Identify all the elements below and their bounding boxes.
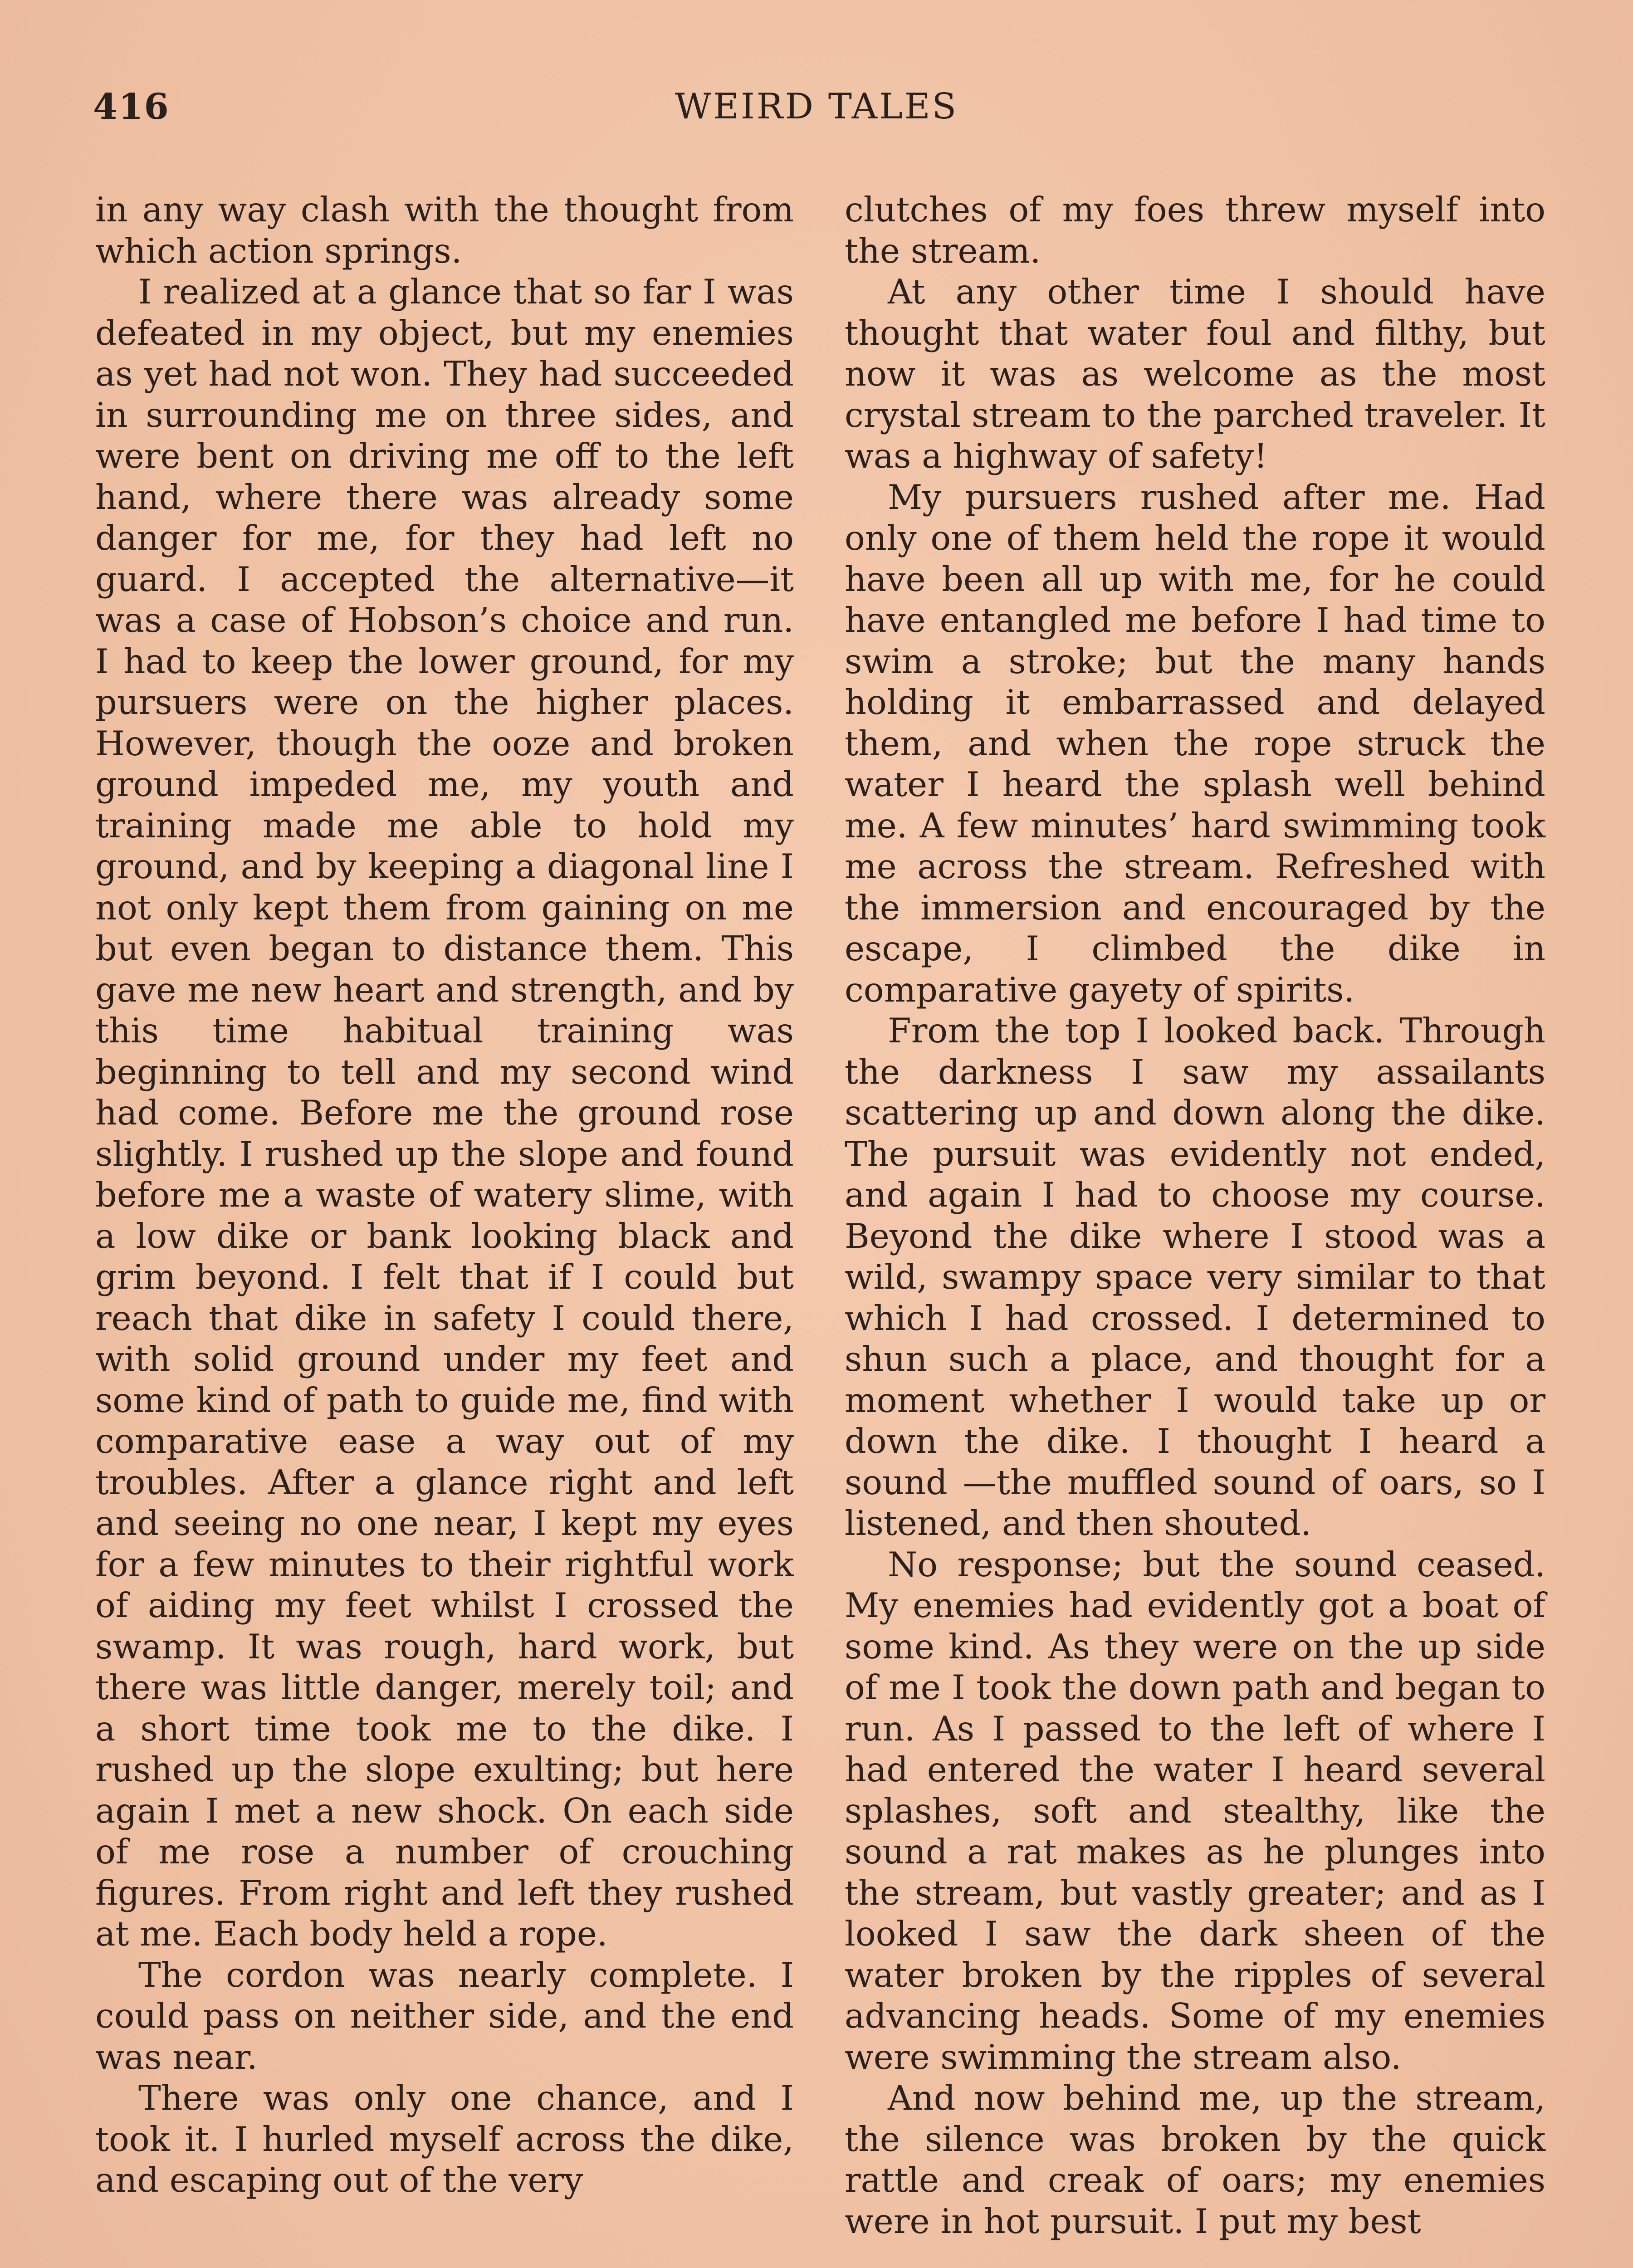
paragraph: clutches of my foes threw myself into the stream.	[845, 190, 1545, 271]
page-number: 416	[93, 86, 170, 127]
paragraph: The cordon was nearly complete. I could pass on neither side, and the end was near.	[95, 1955, 794, 2077]
right-column	[845, 190, 1545, 2242]
paragraph: And now behind me, up the stream, the silence was broken by the quick rattle and creak of oars; my enemies were in hot pursuit. I put my best	[845, 2078, 1545, 2241]
paragraph: From the top I looked back. Through the darkness I saw my assailants scattering up and down along the dike. The pursuit was evidently not ended, and again I had to choose my course. Beyond the dike where I stood was a wild, swampy space very similar to that which I had crossed. I determined to shun such a place, and thought for a moment whether I would take up or down the dike. I thought I heard a sound —the muffled sound of oars, so I listened, and then shouted.	[845, 1011, 1545, 1543]
paragraph: There was only one chance, and I took it. I hurled myself across the dike, and escaping out of the very	[95, 2078, 794, 2200]
paragraph: No response; but the sound ceased. My enemies had evidently got a boat of some kind. As they were on the up side of me I took the down path and began to run. As I passed to the left of where I had entered the water I heard several splashes, soft and stealthy, like the sound a rat makes as he plunges into the stream, but vastly greater; and as I looked I saw the dark sheen of the water broken by the ripples of several advancing heads. Some of my enemies were swimming the stream also.	[845, 1545, 1545, 2077]
paragraph: I realized at a glance that so far I was defeated in my object, but my enemies as yet had not won. They had succeeded in surrounding me on three sides, and were bent on driving me off to the left hand, where there was already some danger for me, for they had left no guard. I accepted the alternative—it was a case of Hobson’s choice and run. I had to keep the lower ground, for my pursuers were on the higher places. However, though the ooze and broken ground impeded me, my youth and training made me able to hold my ground, and by keeping a diagonal line I not only kept them from gaining on me but even began to distance them. This gave me new heart and strength, and by this time habitual training was beginning to tell and my second wind had come. Before me the ground rose slightly. I rushed up the slope and found before me a waste of watery slime, with a low dike or bank looking black and grim beyond. I felt that if I could but reach that dike in safety I could there, with solid ground under my feet and some kind of path to guide me, find with comparative ease a way out of my troubles. After a glance right and left and seeing no one near, I kept my eyes for a few minutes to their rightful work of aiding my feet whilst I crossed the swamp. It was rough, hard work, but there was little danger, merely toil; and a short time took me to the dike. I rushed up the slope exulting; but here again I met a new shock. On each side of me rose a number of crouching figures. From right and left they rushed at me. Each body held a rope.	[95, 272, 794, 1954]
running-title: WEIRD TALES	[675, 86, 958, 127]
paragraph: My pursuers rushed after me. Had only one of them held the rope it would have been all up with me, for he could have entangled me before I had time to swim a stroke; but the many hands holding it embarrassed and delayed them, and when the rope struck the water I heard the splash well behind me. A few minutes’ hard swimming took me across the stream. Refreshed with the immersion and encouraged by the escape, I climbed the dike in comparative gayety of spirits.	[845, 477, 1545, 1010]
paragraph: At any other time I should have thought that water foul and filthy, but now it was as welcome as the most crystal stream to the parched traveler. It was a highway of safety!	[845, 272, 1545, 476]
paragraph: in any way clash with the thought from which action springs.	[95, 190, 794, 271]
left-column	[95, 190, 794, 2201]
